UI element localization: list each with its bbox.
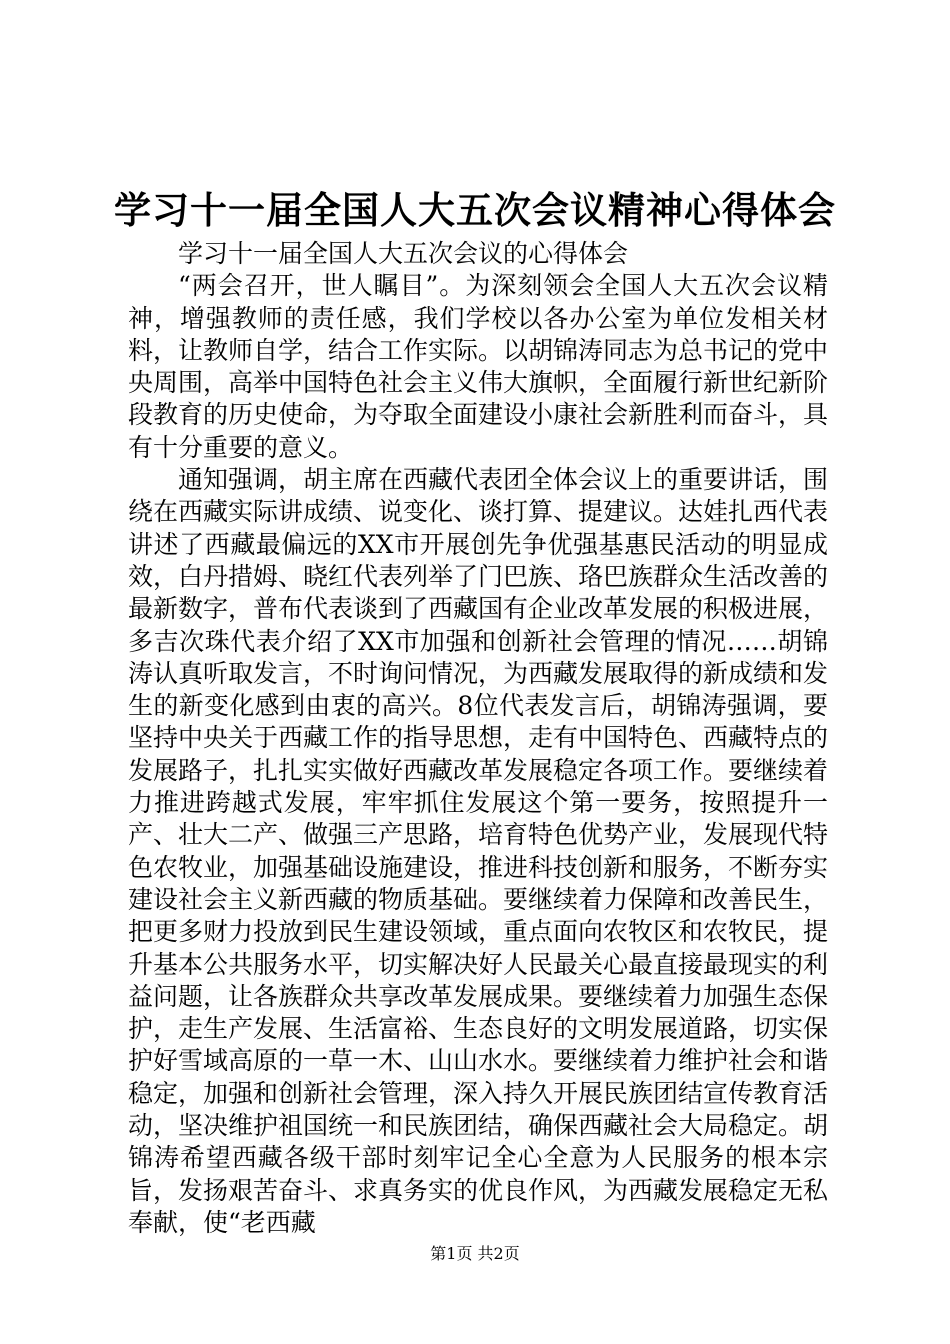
document-title: 学习十一届全国人大五次会议精神心得体会 [114,188,836,232]
paragraph-main: 通知强调，胡主席在西藏代表团全体会议上的重要讲话，围绕在西藏实际讲成绩、说变化、谈打算、提建议。达娃扎西代表讲述了西藏最偏远的XX市开展创先争优强基惠民活动的明显成效，白丹措姆、晓红代表列举了门巴族、珞巴族群众生活改善的最新数字，普布代表谈到了西藏国有企业改革发展的积极进展，多吉次珠代表介绍了XX市加强和创新社会管理的情况……胡锦涛认真听取发言，不时询问情况，为西藏发展取得的新成绩和发生的新变化感到由衷的高兴。8位代表发言后，胡锦涛强调，要坚持中央关于西藏工作的指导思想，走有中国特色、西藏特点的发展路子，扎扎实实做好西藏改革发展稳定各项工作。要继续着力推进跨越式发展，牢牢抓住发展这个第一要务，按照提升一产、壮大二产、做强三产思路，培育特色优势产业，发展现代特色农牧业，加强基础设施建设，推进科技创新和服务，不断夯实建设社会主义新西藏的物质基础。要继续着力保障和改善民生，把更多财力投放到民生建设领域，重点面向农牧区和农牧民，提升基本公共服务水平，切实解决好人民最关心最直接最现实的利益问题，让各族群众共享改革发展成果。要继续着力加强生态保护，走生产发展、生活富裕、生态良好的文明发展道路，切实保护好雪域高原的一草一木、山山水水。要继续着力维护社会和谐稳定，加强和创新社会管理，深入持久开展民族团结宣传教育活动，坚决维护祖国统一和民族团结，确保西藏社会大局稳定。胡锦涛希望西藏各级干部时刻牢记全心全意为人民服务的根本宗旨，发扬艰苦奋斗、求真务实的优良作风，为西藏发展稳定无私奉献，使“老西藏 [128,465,829,1237]
page-number-footer: 第1页 共2页 [430,1244,520,1263]
paragraph-intro: “两会召开，世人瞩目”。为深刻领会全国人大五次会议精神，增强教师的责任感，我们学校以各办公室为单位发相关材料，让教师自学，结合工作实际。以胡锦涛同志为总书记的党中央周围，高举中国特色社会主义伟大旗帜，全面履行新世纪新阶段教育的历史使命，为夺取全面建设小康社会新胜利而奋斗，具有十分重要的意义。 [128,271,829,462]
paragraph-subtitle: 学习十一届全国人大五次会议的心得体会 [178,239,629,268]
document-body [128,238,828,1239]
